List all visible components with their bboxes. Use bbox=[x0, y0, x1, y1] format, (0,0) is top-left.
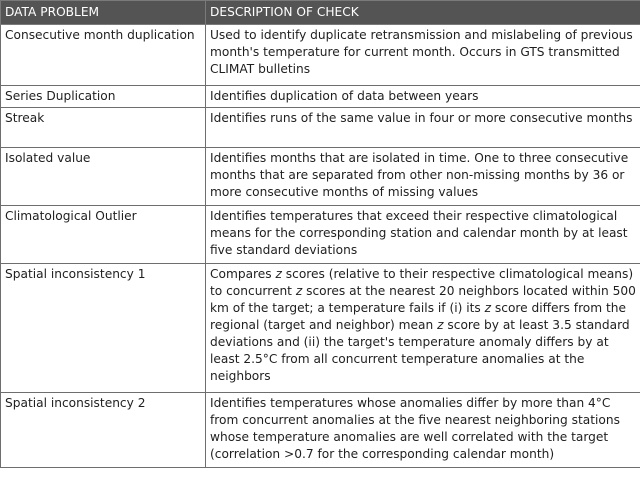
description-text: scores (relative to their respective climatological means) to concurrent bbox=[210, 267, 634, 298]
table-row bbox=[1, 148, 640, 206]
table-row bbox=[1, 206, 640, 264]
header-data-problem: DATA PROBLEM bbox=[1, 1, 206, 25]
table-row bbox=[1, 25, 640, 86]
description-cell: Identifies temperatures that exceed their respective climatological means for the corresponding station and calendar month by at least five standard deviations bbox=[206, 206, 640, 264]
z-symbol: z bbox=[437, 318, 444, 332]
description-cell bbox=[206, 264, 640, 393]
description-cell: Identifies runs of the same value in four or more consecutive months bbox=[206, 108, 640, 148]
description-cell: Identifies temperatures whose anomalies differ by more than 4°C from concurrent anomalies at the five nearest neighboring stations whose temperature anomalies are well correlated with the target (correlation >0.7 for the corresponding calendar month) bbox=[206, 393, 640, 468]
header-row bbox=[1, 1, 640, 25]
table-body bbox=[1, 25, 640, 468]
table-row bbox=[1, 264, 640, 393]
problem-cell: Series Duplication bbox=[1, 86, 206, 108]
description-cell: Used to identify duplicate retransmission and mislabeling of previous month's temperature for current month. Occurs in GTS transmitted CLIMAT bulletins bbox=[206, 25, 640, 86]
table-row bbox=[1, 108, 640, 148]
description-cell: Identifies months that are isolated in time. One to three consecutive months that are separated from other non-missing months by 36 or more consecutive months of missing values bbox=[206, 148, 640, 206]
description-text: Compares bbox=[210, 267, 276, 281]
problem-cell: Consecutive month duplication bbox=[1, 25, 206, 86]
header-description-of-check: DESCRIPTION OF CHECK bbox=[206, 1, 640, 25]
description-cell: Identifies duplication of data between years bbox=[206, 86, 640, 108]
z-symbol: z bbox=[484, 301, 492, 315]
description-text: score by at least 3.5 standard deviations and (ii) the target's temperature anomaly differs by at least 2.5°C from all concurrent temperature anomalies at the neighbors bbox=[210, 318, 630, 383]
problem-cell: Isolated value bbox=[1, 148, 206, 206]
table-row bbox=[1, 393, 640, 468]
z-symbol: z bbox=[295, 284, 303, 298]
description-text: score differs from the regional (target and neighbor) mean bbox=[210, 301, 627, 332]
table-header bbox=[1, 1, 640, 25]
problem-cell: Spatial inconsistency 1 bbox=[1, 264, 206, 393]
problem-cell: Climatological Outlier bbox=[1, 206, 206, 264]
z-symbol: z bbox=[275, 267, 282, 281]
problem-cell: Streak bbox=[1, 108, 206, 148]
description-text: scores at the nearest 20 neighbors located within 500 km of the target; a temperature fails if (i) its bbox=[210, 284, 636, 315]
table-row bbox=[1, 86, 640, 108]
problem-cell: Spatial inconsistency 2 bbox=[1, 393, 206, 468]
